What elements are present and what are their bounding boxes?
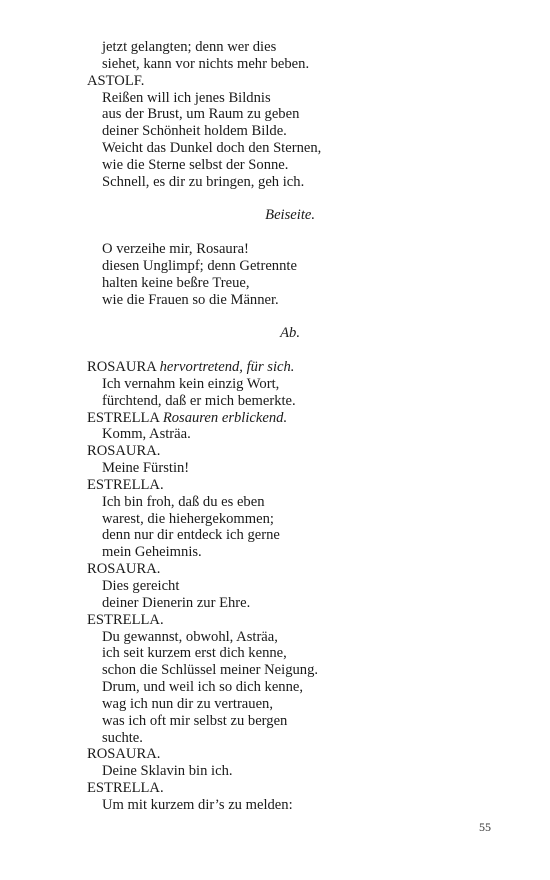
verse-line: Ich vernahm kein einzig Wort, [102,375,280,392]
verse-line: Schnell, es dir zu bringen, geh ich. [102,173,305,190]
verse-line: deiner Schönheit holdem Bilde. [102,123,287,140]
blank-line [87,224,527,241]
verse-line: was ich oft mir selbst zu bergen [102,712,288,729]
verse-line: schon die Schlüssel meiner Neigung. [102,662,319,679]
verse-line: mein Geheimnis. [102,544,202,561]
speaker-line [87,73,527,90]
verse-line: suchte. [102,729,143,746]
verse-line: Dies gereicht [102,578,180,594]
speaker-line [87,410,527,427]
speaker-line [87,780,527,797]
play-text [87,39,527,814]
verse-line: wag ich nun dir zu vertrauen, [102,695,274,712]
verse-line: warest, die hiehergekommen; [102,510,274,527]
verse-line: ich seit kurzem erst dich kenne, [102,645,287,662]
verse-line: Ich bin froh, daß du es eben [102,493,265,510]
speaker-name: ROSAURA. [87,443,161,460]
speaker-line [87,746,527,763]
verse-line: O verzeihe mir, Rosaura! [102,241,249,258]
speaker-name: ROSAURA. [87,746,161,763]
verse-line: Deine Sklavin bin ich. [102,763,233,780]
verse-line: fürchtend, daß er mich bemerkte. [102,392,296,409]
speaker-line [87,477,527,494]
verse-line: Weicht das Dunkel doch den Sternen, [102,140,322,157]
verse-line: siehet, kann vor nichts mehr beben. [102,55,310,72]
verse-line: wie die Sterne selbst der Sonne. [102,156,289,173]
verse-line: deiner Dienerin zur Ehre. [102,594,251,611]
verse-line: Meine Fürstin! [102,460,190,477]
verse-line: halten keine beßre Treue, [102,274,250,291]
speaker-name: ROSAURA [87,359,156,376]
verse-line: Reißen will ich jenes Bildnis [102,89,271,106]
verse-line: Komm, Asträa. [102,426,191,443]
verse-line: aus der Brust, um Raum zu geben [102,106,300,123]
speaker-name: ESTRELLA. [87,780,164,797]
speaker-name: ESTRELLA. [87,611,164,628]
speaker-name: ESTRELLA [87,409,160,426]
blank-line [87,309,527,326]
verse-line: Um mit kurzem dir’s zu melden: [102,796,293,813]
verse-line: diesen Unglimpf; denn Getrennte [102,257,297,274]
stage-direction: Beiseite. [265,207,315,224]
speaker-line [87,561,527,578]
stage-direction: Rosauren erblickend. [162,409,288,426]
verse-line: Drum, und weil ich so dich kenne, [102,679,304,696]
speaker-line [87,359,527,376]
stage-direction: Ab. [280,325,300,342]
speaker-name: ASTOLF. [87,72,145,89]
speaker-line [87,612,527,629]
verse-line: Du gewannst, obwohl, Asträa, [102,628,278,645]
speaker-name: ESTRELLA. [87,476,164,493]
verse-line: wie die Frauen so die Männer. [102,291,279,308]
speaker-line [87,443,527,460]
blank-line [87,342,527,359]
verse-line: jetzt gelangten; denn wer dies [102,39,277,55]
page-number: 55 [479,820,491,834]
stage-direction: hervortretend, für sich. [159,359,295,376]
verse-line: denn nur dir entdeck ich gerne [102,527,280,544]
blank-line [87,191,527,208]
speaker-name: ROSAURA. [87,561,161,578]
